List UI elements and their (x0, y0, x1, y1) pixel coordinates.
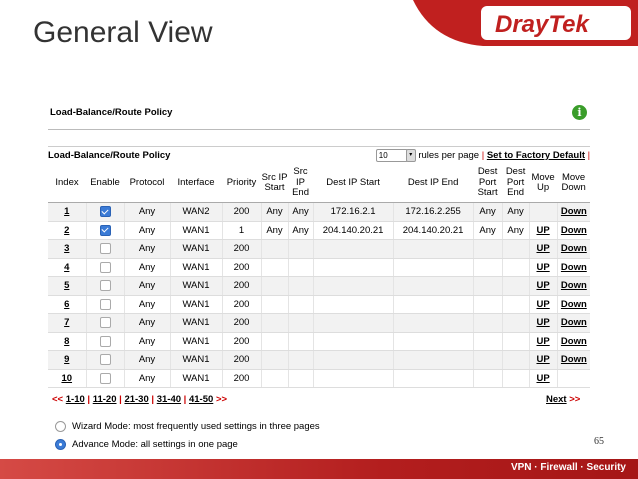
cell-src-end (288, 314, 313, 333)
cell-protocol (124, 351, 170, 370)
policy-table (48, 146, 590, 388)
enable-checkbox[interactable] (100, 354, 111, 365)
rule-index-link[interactable]: 7 (64, 317, 70, 329)
cell-text: 200 (233, 317, 250, 329)
cell-dport-end (502, 314, 529, 333)
cell-down (557, 277, 590, 296)
page-number: 65 (594, 436, 604, 447)
cell-src-start (261, 295, 288, 314)
advance-mode-option[interactable] (55, 439, 238, 450)
rule-index-link[interactable]: 9 (64, 354, 70, 366)
cell-text: WAN1 (182, 224, 210, 236)
cell-dest-start (313, 351, 393, 370)
table-row (48, 221, 590, 240)
cell-dest-end (393, 203, 473, 222)
cell-interface (170, 240, 222, 259)
cell-text: 200 (233, 243, 250, 255)
wizard-mode-option[interactable] (55, 421, 320, 432)
rule-index-link[interactable]: 8 (64, 335, 70, 347)
cell-dport-end (502, 203, 529, 222)
pagination: << 1-10 | 11-20 | 21-30 | 31-40 | 41-50 >> (52, 394, 228, 405)
wizard-mode-label: Wizard Mode: most frequently used settings in three pages (72, 421, 320, 433)
cell-down (557, 295, 590, 314)
cell-text: 200 (233, 335, 250, 347)
cell-text: 204.140.20.21 (402, 224, 464, 236)
advance-mode-radio[interactable] (55, 439, 66, 450)
cell-index (48, 258, 86, 277)
cell-dest-start (313, 369, 393, 388)
cell-dport-end (502, 295, 529, 314)
cell-dport-start (473, 314, 502, 333)
next-link[interactable] (546, 394, 580, 405)
move-up-link[interactable]: UP (536, 243, 550, 255)
cell-src-end (288, 351, 313, 370)
col-header-move-up: Move Up (529, 164, 557, 203)
cell-enabled (86, 221, 124, 240)
cell-text: Any (479, 224, 496, 236)
separator: | (481, 150, 485, 162)
cell-index (48, 314, 86, 333)
move-down-link[interactable]: Down (560, 206, 587, 218)
prev-arrows[interactable]: << (52, 394, 64, 405)
move-up-link[interactable]: UP (536, 261, 550, 273)
separator: | (587, 150, 591, 162)
cell-enabled (86, 203, 124, 222)
cell-text: Any (292, 206, 309, 218)
move-down-link[interactable]: Down (560, 280, 587, 292)
cell-index (48, 369, 86, 388)
cell-text: Any (507, 206, 524, 218)
rule-index-link[interactable]: 1 (64, 206, 70, 218)
cell-text: Any (138, 317, 156, 329)
cell-src-start (261, 277, 288, 296)
cell-text: WAN1 (182, 298, 210, 310)
rules-per-page-label: rules per page (418, 150, 480, 162)
cell-text: Any (138, 261, 156, 273)
panel-title: Load-Balance/Route Policy (50, 107, 173, 118)
cell-dest-start (313, 203, 393, 222)
cell-priority (222, 369, 261, 388)
cell-dest-start (313, 240, 393, 259)
cell-dport-start (473, 277, 502, 296)
enable-checkbox[interactable] (100, 336, 111, 347)
cell-text: 200 (233, 261, 250, 273)
divider (48, 129, 590, 130)
cell-dest-start (313, 295, 393, 314)
cell-interface (170, 295, 222, 314)
cell-text: Any (138, 280, 156, 292)
cell-up (529, 277, 557, 296)
move-up-link[interactable]: UP (536, 317, 550, 329)
col-header-interface: Interface (170, 164, 222, 203)
rule-index-link[interactable]: 10 (61, 372, 73, 384)
header-row (48, 164, 590, 203)
table-title-row (48, 147, 590, 165)
move-down-link[interactable]: Down (560, 335, 587, 347)
cell-up (529, 203, 557, 222)
cell-interface (170, 332, 222, 351)
set-factory-default-link[interactable]: Set to Factory Default (486, 150, 586, 162)
rules-per-page-select[interactable] (376, 149, 413, 162)
cell-dest-end (393, 351, 473, 370)
cell-text: 200 (233, 354, 250, 366)
cell-dest-start (313, 258, 393, 277)
cell-dest-end (393, 258, 473, 277)
cell-priority (222, 221, 261, 240)
cell-text: 172.16.2.255 (405, 206, 461, 218)
cell-enabled (86, 351, 124, 370)
cell-text: Any (479, 206, 496, 218)
cell-dport-end (502, 351, 529, 370)
cell-text: Any (292, 224, 309, 236)
cell-interface (170, 258, 222, 277)
col-header-dest-port-end: Dest Port End (502, 164, 529, 203)
cell-interface (170, 221, 222, 240)
rule-index-link[interactable]: 6 (64, 298, 70, 310)
cell-dport-start (473, 240, 502, 259)
rules-per-page-value: 10 (378, 151, 388, 160)
col-header-dest-ip-end: Dest IP End (393, 164, 473, 203)
cell-dport-end (502, 258, 529, 277)
cell-text: 200 (233, 372, 250, 384)
cell-src-start (261, 203, 288, 222)
enable-checkbox[interactable] (100, 299, 111, 310)
cell-src-end (288, 332, 313, 351)
cell-enabled (86, 277, 124, 296)
cell-interface (170, 351, 222, 370)
table-row (48, 369, 590, 388)
draytek-logo (413, 0, 638, 46)
cell-up (529, 369, 557, 388)
cell-up (529, 351, 557, 370)
cell-interface (170, 277, 222, 296)
cell-text: 1 (238, 224, 245, 236)
wizard-mode-radio[interactable] (55, 421, 66, 432)
page-link-21-30[interactable]: 21-30 (124, 394, 149, 405)
cell-text: WAN1 (182, 317, 210, 329)
enable-checkbox[interactable] (100, 206, 111, 217)
move-down-link[interactable]: Down (560, 261, 587, 273)
cell-text: 200 (233, 206, 250, 218)
cell-dport-start (473, 295, 502, 314)
cell-text: WAN1 (182, 243, 210, 255)
info-icon[interactable]: i (572, 105, 587, 120)
col-header-enable: Enable (86, 164, 124, 203)
enable-checkbox[interactable] (100, 262, 111, 273)
cell-up (529, 314, 557, 333)
cell-text: WAN1 (182, 354, 210, 366)
cell-dest-start (313, 277, 393, 296)
cell-down (557, 221, 590, 240)
next-arrows[interactable]: >> (215, 394, 228, 405)
cell-dest-end (393, 240, 473, 259)
cell-src-start (261, 332, 288, 351)
cell-dport-end (502, 369, 529, 388)
table-row (48, 295, 590, 314)
cell-dest-start (313, 332, 393, 351)
cell-enabled (86, 295, 124, 314)
cell-dest-end (393, 277, 473, 296)
cell-down (557, 240, 590, 259)
cell-down (557, 332, 590, 351)
table-row (48, 203, 590, 222)
cell-index (48, 277, 86, 296)
cell-protocol (124, 332, 170, 351)
next-label[interactable]: Next (546, 394, 567, 405)
cell-dport-start (473, 332, 502, 351)
move-up-link[interactable]: UP (536, 372, 550, 384)
enable-checkbox[interactable] (100, 373, 111, 384)
cell-src-start (261, 221, 288, 240)
cell-up (529, 295, 557, 314)
footer-tagline: VPN · Firewall · Security (510, 462, 626, 473)
cell-index (48, 221, 86, 240)
cell-dest-end (393, 332, 473, 351)
move-down-link[interactable]: Down (560, 354, 587, 366)
cell-text: Any (138, 335, 156, 347)
cell-protocol (124, 203, 170, 222)
page-link-11-20[interactable]: 11-20 (92, 394, 117, 405)
rules-per-page-bar (313, 147, 590, 165)
cell-protocol (124, 314, 170, 333)
footer-bar (0, 459, 638, 479)
cell-dest-start (313, 221, 393, 240)
cell-dest-end (393, 221, 473, 240)
cell-priority (222, 240, 261, 259)
slide-title: General View (33, 16, 213, 49)
move-down-link[interactable]: Down (560, 317, 587, 329)
cell-priority (222, 314, 261, 333)
next-suffix: >> (569, 394, 581, 405)
cell-dport-start (473, 203, 502, 222)
chevron-down-icon: ▾ (406, 149, 416, 162)
table-row (48, 240, 590, 259)
cell-src-end (288, 203, 313, 222)
cell-down (557, 203, 590, 222)
cell-text: Any (266, 206, 283, 218)
cell-enabled (86, 332, 124, 351)
col-header-src-ip-end: Src IP End (288, 164, 313, 203)
cell-src-end (288, 369, 313, 388)
cell-text: Any (138, 298, 156, 310)
table-row (48, 314, 590, 333)
cell-interface (170, 203, 222, 222)
move-up-link[interactable]: UP (536, 224, 550, 236)
move-up-link[interactable]: UP (536, 354, 550, 366)
cell-enabled (86, 258, 124, 277)
move-down-link[interactable]: Down (560, 298, 587, 310)
cell-dport-end (502, 221, 529, 240)
cell-up (529, 332, 557, 351)
cell-src-end (288, 258, 313, 277)
cell-dport-end (502, 332, 529, 351)
cell-dport-end (502, 277, 529, 296)
cell-text: Any (138, 206, 156, 218)
cell-enabled (86, 369, 124, 388)
rule-index-link[interactable]: 3 (64, 243, 70, 255)
move-up-link[interactable]: UP (536, 280, 550, 292)
cell-src-start (261, 258, 288, 277)
cell-up (529, 258, 557, 277)
cell-src-end (288, 295, 313, 314)
move-down-link[interactable]: Down (560, 243, 587, 255)
cell-text: Any (266, 224, 283, 236)
rule-index-link[interactable]: 5 (64, 280, 70, 292)
cell-dport-end (502, 240, 529, 259)
col-header-protocol: Protocol (124, 164, 170, 203)
cell-dest-start (313, 314, 393, 333)
cell-protocol (124, 221, 170, 240)
cell-protocol (124, 369, 170, 388)
cell-src-start (261, 314, 288, 333)
col-header-src-ip-start: Src IP Start (261, 164, 288, 203)
cell-priority (222, 295, 261, 314)
cell-dport-start (473, 369, 502, 388)
cell-text: 200 (233, 280, 250, 292)
cell-text: 200 (233, 298, 250, 310)
cell-text: WAN1 (182, 280, 210, 292)
cell-text: WAN1 (182, 372, 210, 384)
brand-name: DrayTek (495, 11, 589, 38)
cell-text: Any (138, 243, 156, 255)
cell-index (48, 351, 86, 370)
cell-text: Any (138, 224, 156, 236)
table-row (48, 332, 590, 351)
cell-src-end (288, 240, 313, 259)
page-link-41-50[interactable]: 41-50 (188, 394, 214, 405)
rule-index-link[interactable]: 4 (64, 261, 70, 273)
cell-text: WAN1 (182, 335, 210, 347)
cell-protocol (124, 240, 170, 259)
col-header-move-down: Move Down (557, 164, 590, 203)
cell-up (529, 221, 557, 240)
enable-checkbox[interactable] (100, 317, 111, 328)
col-header-dest-port-start: Dest Port Start (473, 164, 502, 203)
cell-protocol (124, 258, 170, 277)
table-title: Load-Balance/Route Policy (48, 147, 313, 165)
cell-up (529, 240, 557, 259)
enable-checkbox[interactable] (100, 243, 111, 254)
table-row (48, 351, 590, 370)
cell-index (48, 240, 86, 259)
move-up-link[interactable]: UP (536, 335, 550, 347)
cell-src-end (288, 277, 313, 296)
rule-index-link[interactable]: 2 (64, 224, 70, 236)
cell-dport-start (473, 351, 502, 370)
cell-enabled (86, 314, 124, 333)
cell-down (557, 258, 590, 277)
cell-priority (222, 203, 261, 222)
cell-protocol (124, 277, 170, 296)
cell-protocol (124, 295, 170, 314)
cell-text: WAN2 (182, 206, 210, 218)
cell-enabled (86, 240, 124, 259)
page-link-1-10[interactable]: 1-10 (65, 394, 85, 405)
cell-text: Any (138, 372, 156, 384)
cell-text: 172.16.2.1 (330, 206, 376, 218)
page-link-31-40[interactable]: 31-40 (156, 394, 182, 405)
cell-priority (222, 332, 261, 351)
cell-down (557, 369, 590, 388)
cell-priority (222, 258, 261, 277)
enable-checkbox[interactable] (100, 225, 111, 236)
cell-text: Any (138, 354, 156, 366)
cell-interface (170, 369, 222, 388)
cell-index (48, 203, 86, 222)
cell-down (557, 351, 590, 370)
cell-text: WAN1 (182, 261, 210, 273)
cell-dest-end (393, 295, 473, 314)
cell-dport-start (473, 258, 502, 277)
table-row (48, 277, 590, 296)
cell-src-start (261, 351, 288, 370)
cell-dest-end (393, 314, 473, 333)
cell-priority (222, 351, 261, 370)
cell-src-end (288, 221, 313, 240)
cell-priority (222, 277, 261, 296)
table-row (48, 258, 590, 277)
cell-text: Any (507, 224, 524, 236)
cell-interface (170, 314, 222, 333)
col-header-index: Index (48, 164, 86, 203)
enable-checkbox[interactable] (100, 280, 111, 291)
cell-text: 204.140.20.21 (322, 224, 384, 236)
cell-src-start (261, 369, 288, 388)
cell-dport-start (473, 221, 502, 240)
advance-mode-label: Advance Mode: all settings in one page (72, 439, 238, 451)
move-down-link[interactable]: Down (560, 224, 587, 236)
cell-index (48, 332, 86, 351)
cell-dest-end (393, 369, 473, 388)
cell-src-start (261, 240, 288, 259)
col-header-priority: Priority (222, 164, 261, 203)
col-header-dest-ip-start: Dest IP Start (313, 164, 393, 203)
cell-down (557, 314, 590, 333)
cell-index (48, 295, 86, 314)
move-up-link[interactable]: UP (536, 298, 550, 310)
